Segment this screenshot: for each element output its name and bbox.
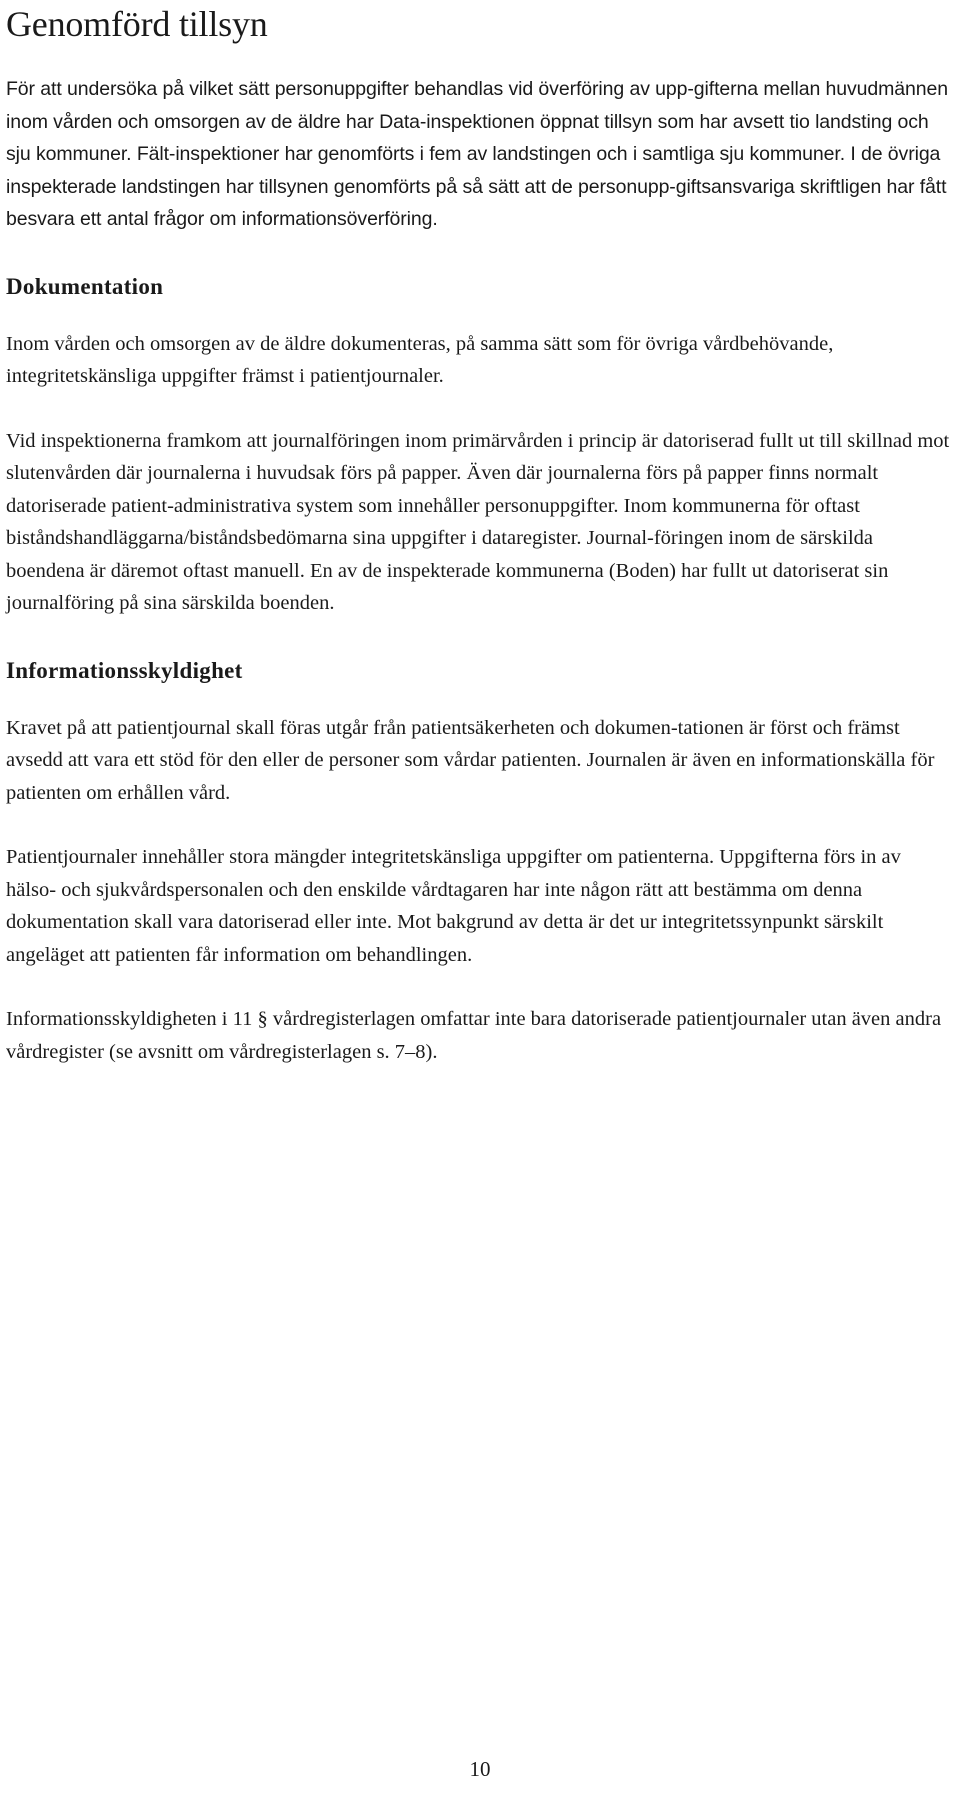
section-paragraph: Vid inspektionerna framkom att journalföringen inom primärvården i princip är datoriserad fullt ut till skillnad mot slutenvården där journalerna i huvudsak förs på papper. Även där journalerna förs på papper finns normalt datoriserade patient-administrativa system som innehåller personuppgifter. Inom kommunerna för oftast biståndshandläggarna/biståndsbedömarna sina uppgifter i dataregister. Journal-föringen inom de särskilda boendena är däremot oftast manuell. En av de inspekterade kommunerna (Boden) har fullt ut datoriserat sin journalföring på sina särskilda boenden. [6,429,950,614]
section-heading: Informationsskyldighet [6,657,243,683]
section-paragraph: Inom vården och omsorgen av de äldre dokumenteras, på samma sätt som för övriga vårdbehövande, integritetskänsliga uppgifter främst i patientjournaler. [6,332,834,387]
section-paragraph: Informationsskyldigheten i 11 § vårdregisterlagen omfattar inte bara datoriserade patientjournaler utan även andra vårdregister (se avsnitt om vårdregisterlagen s. 7–8). [6,1008,942,1063]
page-number: 10 [469,1757,491,1781]
intro-paragraph: För att undersöka på vilket sätt personuppgifter behandlas vid överföring av upp-gifterna mellan huvudmännen inom vården och omsorgen av de äldre har Data-inspektionen öppnat tillsyn som har avsett tio landsting och sju kommuner. Fält-inspektioner har genomförts i fem av landstingen och i samtliga sju kommuner. I de övriga inspekterade landstingen har tillsynen genomförts på så sätt att de personupp-giftsansvariga skriftligen har fått besvara ett antal frågor om informationsöverföring. [6,78,949,230]
page-title: Genomförd tillsyn [6,4,268,44]
document-page [6,0,954,1068]
section-paragraph: Patientjournaler innehåller stora mängder integritetskänsliga uppgifter om patienterna. Uppgifterna förs in av hälso- och sjukvårdspersonalen och den enskilde vårdtagaren har inte någon rätt att bestämma om denna dokumentation skall vara datoriserad eller inte. Mot bakgrund av detta är det ur integritetssynpunkt särskilt angeläget att patienten får information om behandlingen. [6,846,901,966]
section-informationsskyldighet [6,656,954,1069]
section-heading: Dokumentation [6,273,164,299]
section-dokumentation [6,272,954,620]
section-paragraph: Kravet på att patientjournal skall föras utgår från patientsäkerheten och dokumen-tationen är först och främst avsedd att vara ett stöd för den eller de personer som vårdar patienten. Journalen är även en informationskälla för patienten om erhållen vård. [6,716,935,804]
